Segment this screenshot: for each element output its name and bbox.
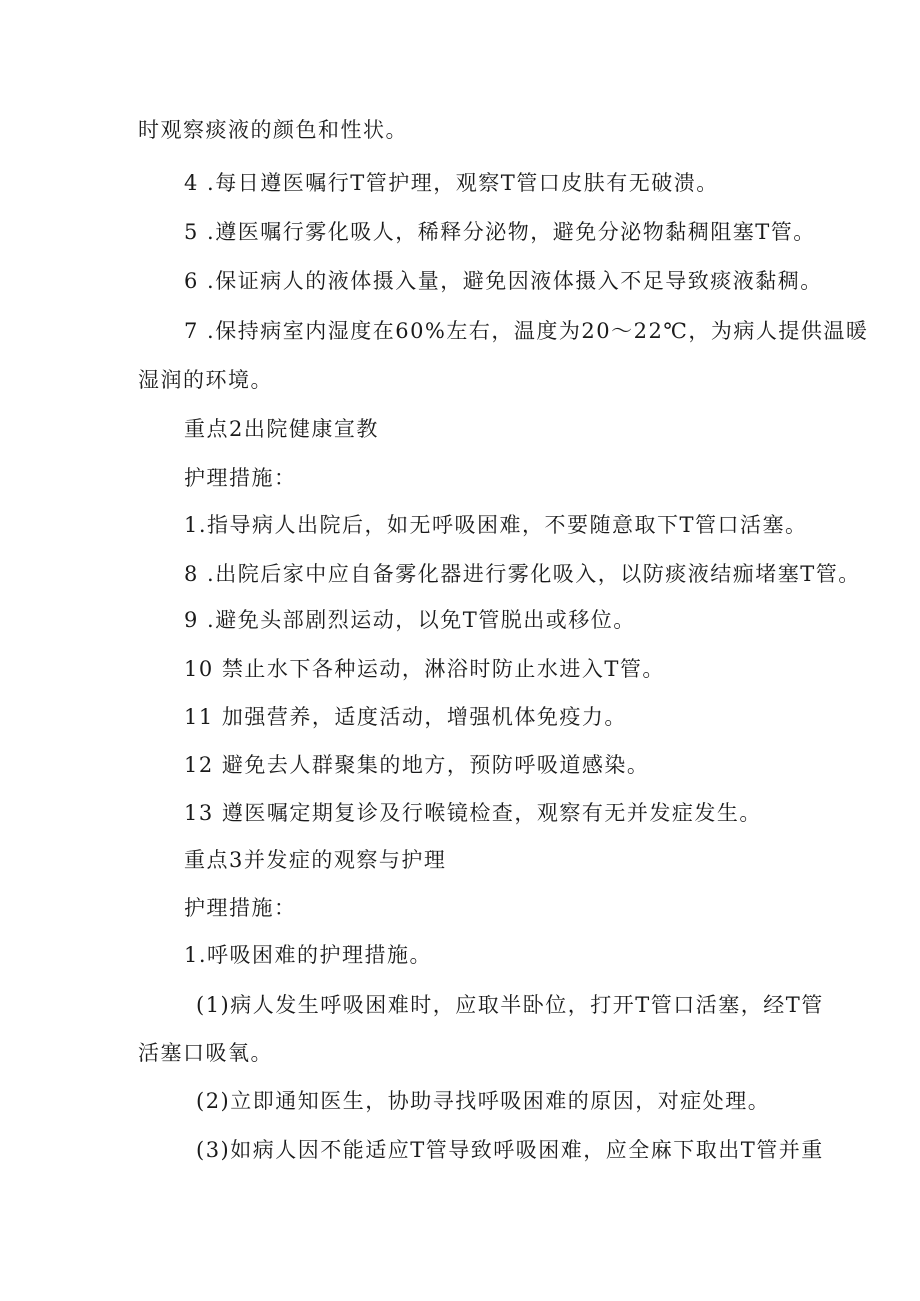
section-heading-3: 重点3并发症的观察与护理 bbox=[184, 848, 447, 872]
list-item-12: 12 避免去人群聚集的地方，预防呼吸道感染。 bbox=[184, 753, 650, 777]
sub-item-3: (3)如病人因不能适应T管导致呼吸困难，应全麻下取出T管并重 bbox=[196, 1138, 824, 1162]
list-item-1-dyspnea: 1.呼吸困难的护理措施。 bbox=[184, 943, 433, 967]
sub-item-2: (2)立即通知医生，协助寻找呼吸困难的原因，对症处理。 bbox=[196, 1089, 771, 1113]
list-item-7-continuation: 湿润的环境。 bbox=[138, 368, 273, 392]
list-item-8: 8 .出院后家中应自备雾化器进行雾化吸入，以防痰液结痂堵塞T管。 bbox=[184, 562, 861, 586]
list-item-6: 6 .保证病人的液体摄入量，避免因液体摄入不足导致痰液黏稠。 bbox=[184, 269, 823, 293]
section-heading-2: 重点2出院健康宣教 bbox=[184, 417, 379, 441]
list-item-5: 5 .遵医嘱行雾化吸人，稀释分泌物，避免分泌物黏稠阻塞T管。 bbox=[184, 220, 816, 244]
sub-item-1-continuation: 活塞口吸氧。 bbox=[138, 1041, 273, 1065]
list-item-10: 10 禁止水下各种运动，淋浴时防止水进入T管。 bbox=[184, 657, 665, 681]
nursing-measures-label: 护理措施： bbox=[184, 466, 297, 490]
sub-item-1: (1)病人发生呼吸困难时，应取半卧位，打开T管口活塞，经T管 bbox=[196, 993, 824, 1017]
list-item-9: 9 .避免头部剧烈运动，以免T管脱出或移位。 bbox=[184, 608, 636, 632]
list-item-7: 7 .保持病室内湿度在60%左右，温度为20～22℃，为病人提供温暖 bbox=[184, 319, 869, 343]
list-item-13: 13 遵医嘱定期复诊及行喉镜检查，观察有无并发症发生。 bbox=[184, 801, 762, 825]
paragraph-continuation: 时观察痰液的颜色和性状。 bbox=[138, 118, 408, 142]
list-item-4: 4 .每日遵医嘱行T管护理，观察T管口皮肤有无破溃。 bbox=[184, 171, 719, 195]
nursing-measures-label: 护理措施： bbox=[184, 896, 297, 920]
list-item-11: 11 加强营养，适度活动，增强机体免疫力。 bbox=[184, 705, 627, 729]
list-item-1: 1.指导病人出院后，如无呼吸困难，不要随意取下T管口活塞。 bbox=[184, 513, 808, 537]
